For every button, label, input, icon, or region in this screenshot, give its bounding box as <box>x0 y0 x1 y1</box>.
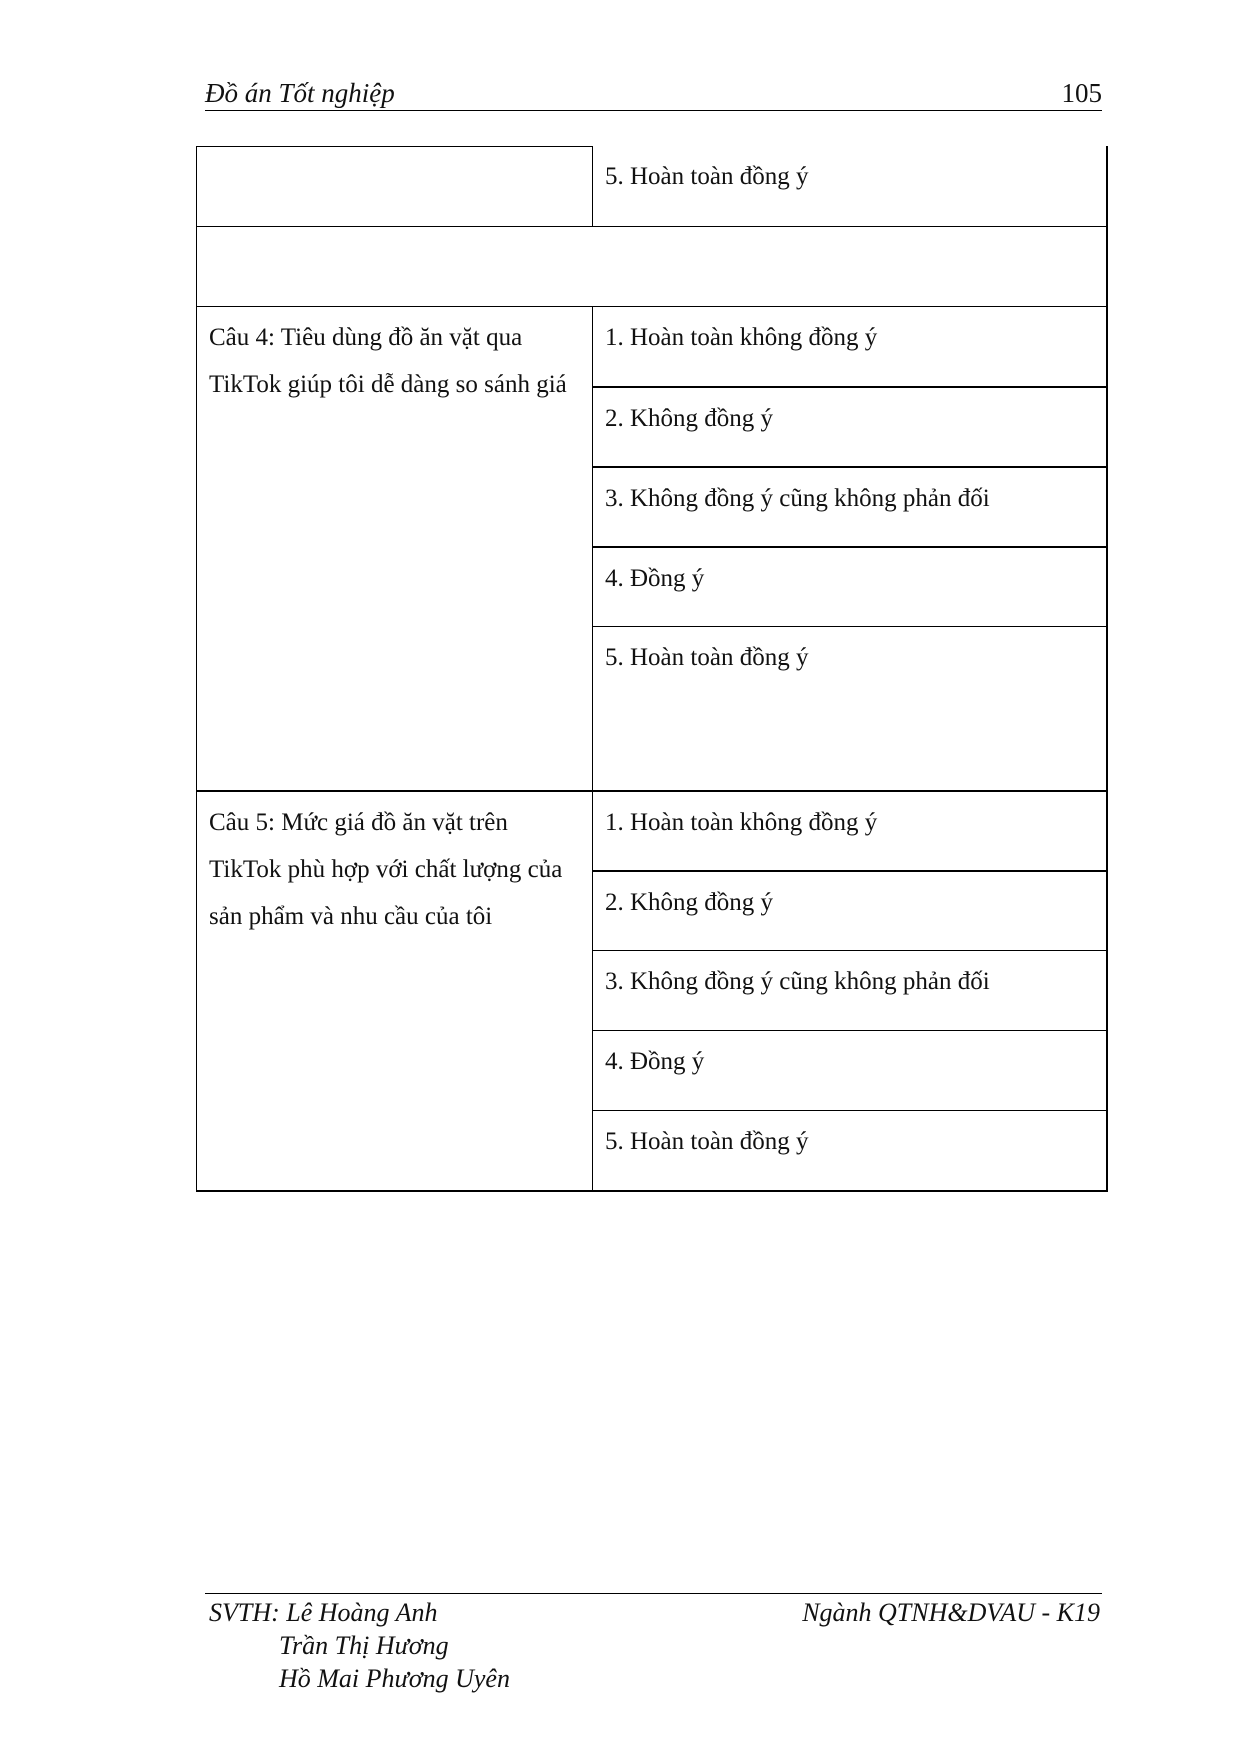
page-number: 105 <box>1061 78 1102 108</box>
option-text: 5. Hoàn toàn đồng ý <box>605 163 809 190</box>
option-text: 4. Đồng ý <box>605 1048 705 1075</box>
student-name: Trần Thị Hương <box>279 1631 449 1660</box>
option-cell <box>592 790 1108 870</box>
option-cell <box>592 870 1108 950</box>
option-cell <box>592 626 1108 790</box>
option-text: 3. Không đồng ý cũng không phản đối <box>605 968 990 995</box>
option-cell <box>592 386 1108 466</box>
page-header <box>205 74 1102 111</box>
question-5-text: Câu 5: Mức giá đồ ăn vặt trên TikTok phù hợp với chất lượng của sản phẩm và nhu cầu của tôi <box>209 809 563 930</box>
option-cell <box>592 306 1108 386</box>
option-cell <box>592 146 1108 226</box>
question-4-cell <box>196 306 592 790</box>
spacer-row <box>196 226 1108 306</box>
option-cell <box>592 950 1108 1030</box>
page-footer <box>205 1593 1102 1693</box>
student-name: Hồ Mai Phương Uyên <box>279 1664 510 1693</box>
option-text: 3. Không đồng ý cũng không phản đối <box>605 485 990 512</box>
option-text: 1. Hoàn toàn không đồng ý <box>605 809 878 836</box>
option-cell <box>592 1030 1108 1110</box>
svth-line: SVTH: Lê Hoàng Anh <box>209 1598 438 1627</box>
option-cell <box>592 546 1108 626</box>
option-text: 5. Hoàn toàn đồng ý <box>605 1128 809 1155</box>
major-label: Ngành QTNH&DVAU - K19 <box>802 1598 1100 1627</box>
option-text: 1. Hoàn toàn không đồng ý <box>605 324 878 351</box>
option-text: 2. Không đồng ý <box>605 889 774 916</box>
question-4-text: Câu 4: Tiêu dùng đồ ăn vặt qua TikTok giúp tôi dễ dàng so sánh giá <box>209 324 567 398</box>
option-cell <box>592 1110 1108 1192</box>
document-title: Đồ án Tốt nghiệp <box>205 78 395 108</box>
option-text: 4. Đồng ý <box>605 565 705 592</box>
student-names <box>209 1596 510 1695</box>
option-cell <box>592 466 1108 546</box>
question-5-cell <box>196 790 592 1192</box>
empty-question-cell <box>196 146 592 226</box>
option-text: 2. Không đồng ý <box>605 405 774 432</box>
option-text: 5. Hoàn toàn đồng ý <box>605 644 809 671</box>
